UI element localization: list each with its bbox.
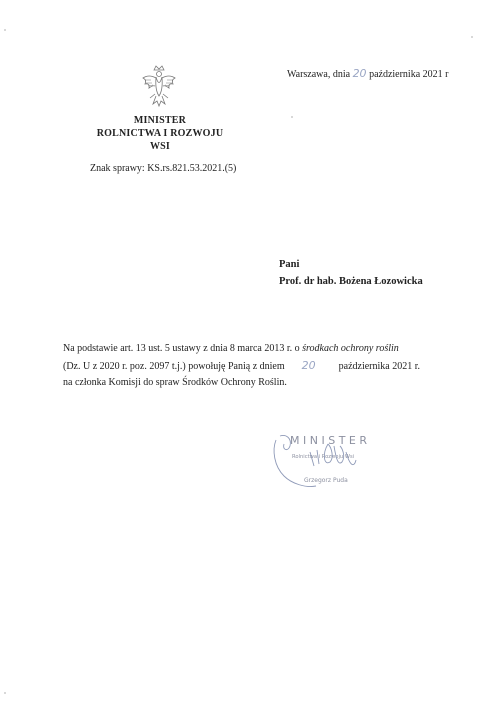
- letterhead-title-line2: ROLNICTWA I ROZWOJU WSI: [96, 128, 224, 152]
- act-title: środkach ochrony roślin: [302, 343, 399, 354]
- recipient-salutation: Pani: [279, 259, 300, 270]
- letterhead-title-line1: MINISTER: [133, 115, 187, 126]
- stamp-name: Grzegorz Puda: [304, 477, 348, 484]
- case-reference: Znak sprawy: KS.rs.821.53.2021.(5): [90, 163, 237, 174]
- date-day-handwritten: 20: [352, 67, 367, 80]
- stamp-subtitle: Rolnictwa i Rozwoju Wsi: [292, 454, 355, 460]
- body-line-2-text: (Dz. U z 2020 r. poz. 2097 t.j.) powołuję Panią z dniem: [63, 360, 285, 372]
- body-line-1-text: Na podstawie art. 13 ust. 5 ustawy z dnia 8 marca 2013 r. o: [63, 343, 300, 354]
- stamp-title: MINISTER: [290, 434, 371, 447]
- date-suffix: października 2021 r: [369, 69, 449, 80]
- date-prefix: Warszawa, dnia: [287, 69, 351, 80]
- body-line-3: na członka Komisji do spraw Środków Ochrony Roślin.: [63, 377, 287, 388]
- recipient-name: Prof. dr hab. Bożena Łozowicka: [279, 276, 423, 287]
- appointment-day-handwritten: 20: [301, 358, 316, 372]
- body-line-2-suffix: października 2021 r.: [338, 360, 420, 372]
